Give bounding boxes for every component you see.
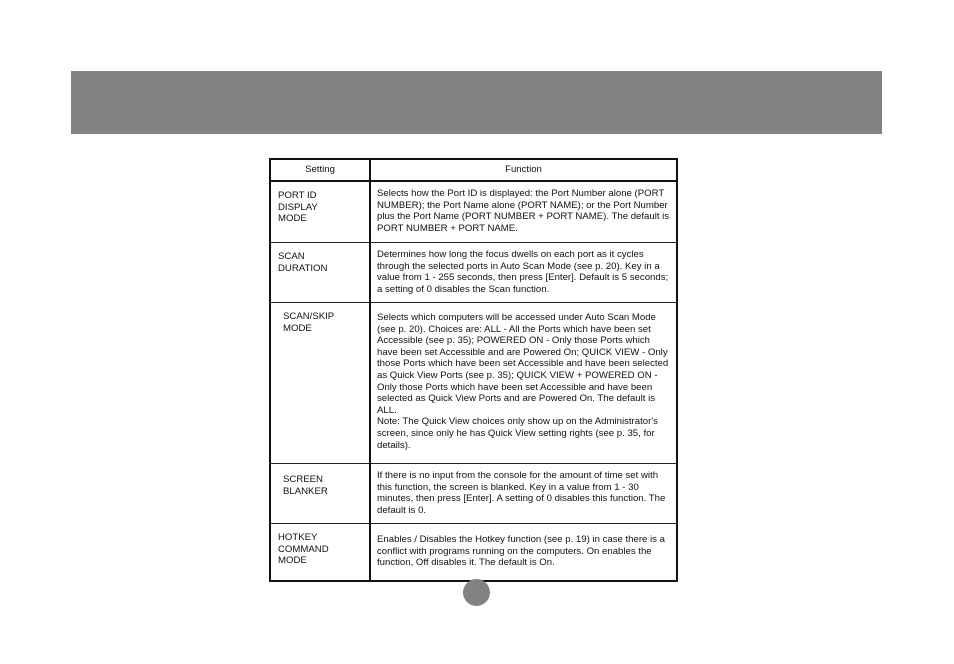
setting-name-line: MODE (283, 322, 312, 334)
table-header-row (270, 159, 677, 181)
setting-name-line: HOTKEY (278, 532, 318, 543)
setting-name-line: MODE (278, 213, 307, 225)
table-row (270, 303, 677, 464)
setting-name-line: PORT ID (278, 190, 317, 201)
setting-column-header: Setting (270, 159, 370, 181)
page-number-marker (463, 579, 490, 606)
setting-name (270, 524, 370, 582)
setting-function (370, 181, 677, 243)
setting-function (370, 524, 677, 582)
settings-table (269, 158, 678, 582)
table-row (270, 243, 677, 303)
setting-name-line: SCREEN (283, 474, 323, 485)
function-text: Determines how long the focus dwells on each port as it cycles through the selected ports in Auto Scan Mode (see p. 20). Key in a value from 1 - 255 seconds, then press [Enter]. Default is 5 seconds; a setting of 0 disables the Scan function. (377, 249, 669, 295)
setting-name-line: COMMAND (278, 543, 329, 555)
setting-name-line: DISPLAY (278, 201, 318, 213)
setting-name-line: MODE (278, 555, 307, 567)
setting-name-line: DURATION (278, 262, 328, 274)
setting-name-line: SCAN (278, 251, 305, 262)
function-text: Selects which computers will be accessed under Auto Scan Mode (see p. 20). Choices are: ALL - All the Ports which have been set Accessible (see p. 35); POWERED ON - Only those Ports which have been set Accessible and are Powered On; QUICK VIEW - Only those Ports which have been set Accessible and have been selected as Quick View Ports (see p. 35); QUICK VIEW + POWERED ON - Only those Ports which have been set Accessible and have been selected as Quick View Ports and are Powered On. The default is ALL. (377, 312, 669, 416)
setting-name (270, 303, 370, 464)
function-text: Enables / Disables the Hotkey function (see p. 19) in case there is a conflict with programs running on the computers. On enables the function, Off disables it. The default is On. (377, 534, 665, 569)
setting-name-line: SCAN/SKIP (283, 311, 335, 322)
table-row (270, 524, 677, 582)
setting-name-line: BLANKER (283, 485, 328, 497)
function-text: Selects how the Port ID is displayed: the Port Number alone (PORT NUMBER); the Port Name alone (PORT NAME); or the Port Number plus the Port Name (PORT NUMBER + PORT NAME). The default is PORT NUMBER + PORT NAME. (377, 188, 670, 234)
setting-function (370, 303, 677, 464)
setting-name (270, 464, 370, 524)
function-column-header: Function (370, 159, 677, 181)
function-text: If there is no input from the console for the amount of time set with this function, the screen is blanked. Key in a value from 1 - 30 minutes, then press [Enter]. A setting of 0 disables this function. The default is 0. (377, 470, 666, 516)
table-row (270, 181, 677, 243)
setting-function (370, 464, 677, 524)
header-band (71, 71, 882, 134)
function-note: Note: The Quick View choices only show up on the Administrator's screen, since only he has Quick View setting rights (see p. 35, for details). (377, 416, 658, 451)
setting-name (270, 181, 370, 243)
setting-name (270, 243, 370, 303)
table-row (270, 464, 677, 524)
setting-function (370, 243, 677, 303)
